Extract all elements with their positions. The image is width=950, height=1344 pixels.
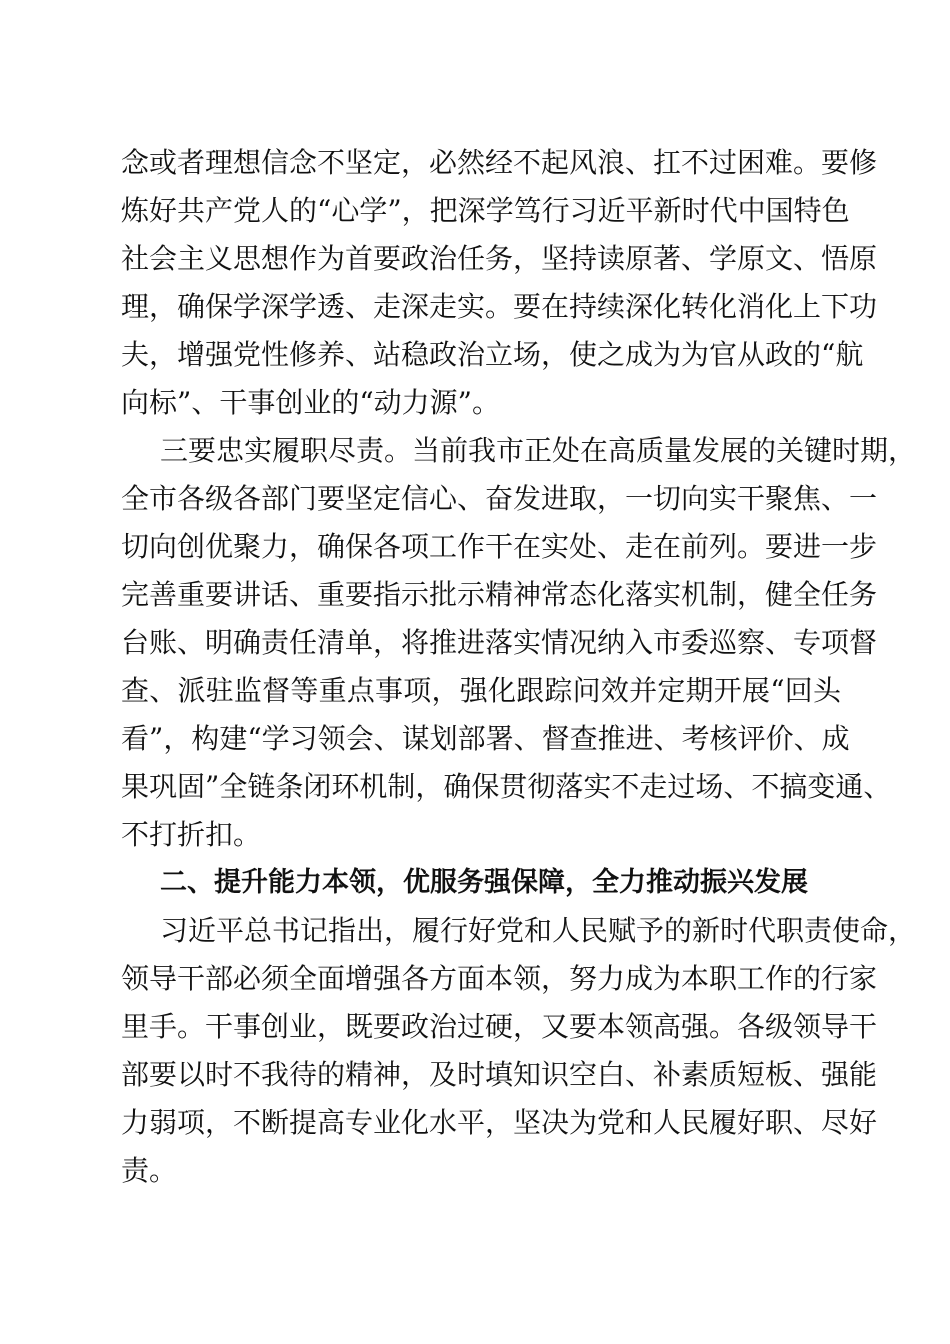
body-text-line: 全市各级各部门要坚定信心、奋发进取，一切向实干聚焦、一 xyxy=(121,482,878,515)
body-text-line: 念或者理想信念不坚定，必然经不起风浪、扛不过困难。要修 xyxy=(121,146,878,179)
body-text-line: 台账、明确责任清单，将推进落实情况纳入市委巡察、专项督 xyxy=(121,626,878,659)
paragraph-first-line: 三要忠实履职尽责。当前我市正处在高质量发展的关键时期， xyxy=(160,434,917,467)
body-text-line: 完善重要讲话、重要指示批示精神常态化落实机制，健全任务 xyxy=(121,578,878,611)
body-text-line: 查、派驻监督等重点事项，强化跟踪问效并定期开展“回头 xyxy=(121,674,841,707)
body-text-line: 力弱项，不断提高专业化水平，坚决为党和人民履好职、尽好 xyxy=(121,1106,878,1139)
section-heading: 二、提升能力本领，优服务强保障，全力推动振兴发展 xyxy=(160,867,808,898)
body-text-line: 不打折扣。 xyxy=(121,818,262,851)
body-text-line: 里手。干事创业，既要政治过硬，又要本领高强。各级领导干 xyxy=(121,1010,878,1043)
body-text-line: 领导干部必须全面增强各方面本领，努力成为本职工作的行家 xyxy=(121,962,878,995)
body-text-line: 看”，构建“学习领会、谋划部署、督查推进、考核评价、成 xyxy=(121,722,850,755)
body-text-line: 责。 xyxy=(121,1154,178,1187)
body-text-line: 炼好共产党人的“心学”，把深学笃行习近平新时代中国特色 xyxy=(121,194,850,227)
body-text-line: 社会主义思想作为首要政治任务，坚持读原著、学原文、悟原 xyxy=(121,242,878,275)
body-text-line: 理，确保学深学透、走深走实。要在持续深化转化消化上下功 xyxy=(121,290,878,323)
body-text-line: 切向创优聚力，确保各项工作干在实处、走在前列。要进一步 xyxy=(121,530,878,563)
body-text-line: 果巩固”全链条闭环机制，确保贯彻落实不走过场、不搞变通、 xyxy=(121,770,892,803)
body-text-line: 部要以时不我待的精神，及时填知识空白、补素质短板、强能 xyxy=(121,1058,878,1091)
body-text-line: 向标”、干事创业的“动力源”。 xyxy=(121,386,500,419)
paragraph-first-line: 习近平总书记指出，履行好党和人民赋予的新时代职责使命， xyxy=(160,914,917,947)
body-text-line: 夫，增强党性修养、站稳政治立场，使之成为为官从政的“航 xyxy=(121,338,864,371)
